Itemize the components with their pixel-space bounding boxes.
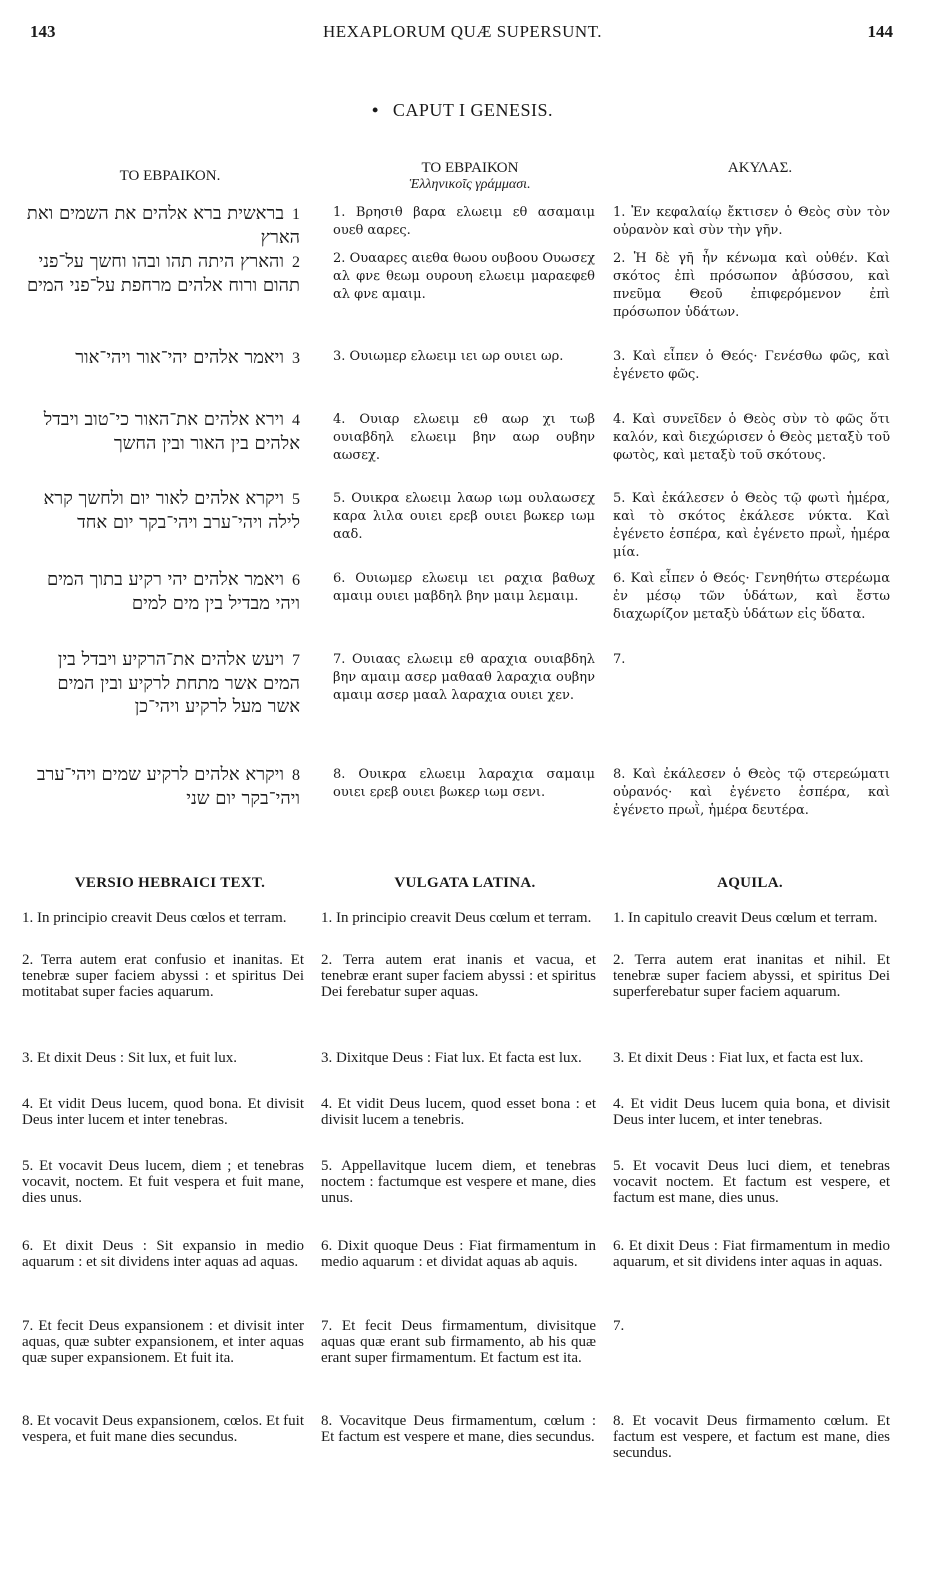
heading-versio: VERSIO HEBRAICI TEXT. [74, 875, 266, 891]
versio-verse: 8. Et vocavit Deus expansionem, cœlos. Et fuit vespera, et fuit mane dies secundus. [22, 1413, 304, 1445]
greek-translit-verse: 8. Ουικρα ελωειμ λαραχια σαμαιμ ουιει ερεβ ουιει βωκερ ιωμ σενι. [333, 767, 595, 800]
hebrew-verse-number: 7 [292, 652, 300, 669]
aquila-greek-verse: 4. Καὶ συνεῖδεν ὁ Θεὸς σὺν τὸ φῶς ὅτι καλόν, καὶ διεχώρισεν ὁ Θεὸς μεταξὺ τοῦ φωτὸς, καὶ μεταξὺ τοῦ σκότους. [613, 412, 890, 463]
vulgata-verse: 5. Appellavitque lucem diem, et tenebras noctem : factumque est vespere et mane, dies unus. [321, 1158, 596, 1206]
greek-translit-verse: 3. Ουιωμερ ελωειμ ιει ωρ ουιει ωρ. [333, 349, 564, 364]
hebrew-verse [20, 202, 300, 249]
hebrew-verse-text: ויקרא אלהים לרקיע שמים ויהי־ערב ויהי־בקר יום שני [36, 764, 300, 809]
aquila-latin-verse: 2. Terra autem erat inanitas et nihil. Et tenebræ super faciem abyssi, et spiritus Dei superferebatur super faciem aquarum. [613, 952, 890, 1000]
heading-vulgata: VULGATA LATINA. [394, 875, 536, 891]
heading-hebraikon [90, 168, 250, 185]
hebrew-verse [20, 408, 300, 455]
versio-verse: 5. Et vocavit Deus lucem, diem ; et tenebras vocavit, noctem. Et fuit vespera et fuit mane, dies unus. [22, 1158, 304, 1206]
greek-translit-verse: 1. Βρησιθ βαρα ελωειμ εθ ασαμαιμ ουεθ ααρες. [333, 205, 595, 238]
heading-aquila: AQUILA. [717, 875, 783, 891]
vulgata-verse: 4. Et vidit Deus lucem, quod esset bona : et divisit lucem a tenebris. [321, 1096, 596, 1128]
vulgata-verse: 3. Dixitque Deus : Fiat lux. Et facta est lux. [321, 1050, 582, 1066]
versio-verse: 3. Et dixit Deus : Sit lux, et fuit lux. [22, 1050, 237, 1066]
versio-verse: 4. Et vidit Deus lucem, quod bona. Et divisit Deus inter lucem et inter tenebras. [22, 1096, 304, 1128]
heading-hebraikon-greek-text: ΤΟ ΕΒΡΑΙΚΟΝ [421, 160, 519, 176]
hebrew-verse-number: 8 [292, 767, 300, 784]
hebrew-verse [20, 346, 300, 370]
aquila-latin-verse: 6. Et dixit Deus : Fiat firmamentum in medio aquarum, et sit dividens inter aquas in aquas. [613, 1238, 890, 1270]
aquila-latin-verse: 4. Et vidit Deus lucem quia bona, et divisit Deus inter lucem, et inter tenebras. [613, 1096, 890, 1128]
hebrew-verse-text: ויאמר אלהים יהי רקיע בתוך המים ויהי מבדיל בין מים למים [46, 569, 300, 614]
hebrew-verse-number: 2 [292, 254, 300, 271]
hebrew-verse-number: 1 [292, 206, 300, 223]
page-number-right: 144 [867, 22, 893, 41]
versio-verse: 1. In principio creavit Deus cœlos et terram. [22, 910, 287, 926]
hebrew-verse [20, 763, 300, 810]
versio-verse: 6. Et dixit Deus : Sit expansio in medio aquarum : et sit dividens inter aquas ad aquas. [22, 1238, 304, 1270]
hebrew-verse [20, 568, 300, 615]
running-title: HEXAPLORUM QUÆ SUPERSUNT. [322, 22, 603, 41]
hebrew-verse-text: בראשית ברא אלהים את השמים ואת הארץ [26, 203, 300, 248]
greek-translit-verse: 4. Ουιαρ ελωειμ εθ αωρ χι τωβ ουιαβδηλ ελωειμ βην αωρ ουβην αωσεχ. [333, 412, 595, 463]
chapter-bullet: • [372, 100, 379, 120]
hebrew-verse [20, 250, 300, 297]
hebrew-verse [20, 648, 300, 718]
heading-akylas-text: ΑΚΥΛΑΣ. [727, 160, 793, 176]
heading-hebraikon-greek [360, 160, 580, 193]
page-header [0, 22, 925, 50]
aquila-latin-verse: 5. Et vocavit Deus luci diem, et tenebras vocavit noctem. Et factum est vespere, et factum est mane, dies unus. [613, 1158, 890, 1206]
hebrew-verse-number: 5 [292, 491, 300, 508]
aquila-greek-verse: 8. Καὶ ἐκάλεσεν ὁ Θεὸς τῷ στερεώματι οὐρανός· καὶ ἐγένετο ἑσπέρα, καὶ ἐγένετο πρωῒ, ἡμέρα δευτέρα. [613, 767, 890, 818]
aquila-greek-verse: 1. Ἐν κεφαλαίῳ ἔκτισεν ὁ Θεὸς σὺν τὸν οὐρανὸν καὶ σὺν τὴν γῆν. [613, 205, 890, 238]
aquila-latin-verse: 3. Et dixit Deus : Fiat lux, et facta est lux. [613, 1050, 864, 1066]
vulgata-verse: 1. In principio creavit Deus cœlum et terram. [321, 910, 592, 926]
aquila-latin-verse: 8. Et vocavit Deus firmamento cœlum. Et factum est vespere, et factum est mane, dies secundus. [613, 1413, 890, 1461]
chapter-title [0, 100, 925, 121]
vulgata-verse: 8. Vocavitque Deus firmamentum, cœlum : Et factum est vespere et mane, dies secundus. [321, 1413, 596, 1445]
vulgata-verse: 2. Terra autem erat inanis et vacua, et tenebræ erant super faciem abyssi : et spiritus Dei ferebatur super aquas. [321, 952, 596, 1000]
hebrew-verse-number: 3 [292, 350, 300, 367]
aquila-latin-verse: 1. In capitulo creavit Deus cœlum et terram. [613, 910, 878, 926]
heading-hebraikon-text: ΤΟ ΕΒΡΑΙΚΟΝ. [119, 168, 221, 184]
aquila-greek-verse: 2. Ἡ δὲ γῆ ἦν κένωμα καὶ οὐθέν. Καὶ σκότος ἐπὶ πρόσωπον ἀβύσσου, καὶ πνεῦμα Θεοῦ ἐπιφερόμενον ἐπὶ πρόσωπον ὑδάτων. [613, 251, 890, 320]
hebrew-verse-number: 4 [292, 412, 300, 429]
vulgata-verse: 6. Dixit quoque Deus : Fiat firmamentum in medio aquarum : et dividat aquas ab aquis. [321, 1238, 596, 1270]
hebrew-verse [20, 487, 300, 534]
hebrew-verse-text: ויקרא אלהים לאור יום ולחשך קרא לילה ויהי־ערב ויהי־בקר יום אחד [43, 488, 300, 533]
hebrew-verse-text: והארץ היתה תהו ובהו וחשך על־פני תהום ורוח אלהים מרחפת על־פני המים [26, 251, 300, 296]
heading-akylas [690, 160, 830, 177]
aquila-greek-verse: 3. Καὶ εἶπεν ὁ Θεός· Γενέσθω φῶς, καὶ ἐγένετο φῶς. [613, 349, 890, 382]
aquila-greek-verse: 5. Καὶ ἐκάλεσεν ὁ Θεὸς τῷ φωτὶ ἡμέρα, καὶ τὸ σκότος ἐκάλεσε νύκτα. Καὶ ἐγένετο ἑσπέρα, καὶ ἐγένετο πρωῒ, ἡμέρα μία. [613, 491, 890, 560]
vulgata-verse: 7. Et fecit Deus firmamentum, divisitque aquas quæ erant sub firmamento, ab his quæ erant super firmamentum. Et factum est ita. [321, 1318, 596, 1366]
aquila-greek-verse: 6. Καὶ εἶπεν ὁ Θεός· Γενηθήτω στερέωμα ἐν μέσῳ τῶν ὑδάτων, καὶ ἔστω διαχωρίζον μεταξὺ ὑδάτων εἰς ὕδατα. [613, 571, 890, 622]
heading-hebraikon-greek-subtitle: Ἑλληνικοῖς γράμμασι. [409, 177, 531, 192]
aquila-greek-verse: 7. [613, 652, 626, 667]
hebrew-verse-number: 6 [292, 572, 300, 589]
greek-translit-verse: 6. Ουιωμερ ελωειμ ιει ραχια βαθωχ αμαιμ ουιει μαβδηλ βην μαιμ λεμαιμ. [333, 571, 595, 604]
versio-verse: 7. Et fecit Deus expansionem : et divisit inter aquas, quæ subter expansionem, et inter aquas quæ super expansionem. Et fuit ita. [22, 1318, 304, 1366]
versio-verse: 2. Terra autem erat confusio et inanitas. Et tenebræ super faciem abyssi : et spiritus Dei motitabat super facies aquarum. [22, 952, 304, 1000]
chapter-title-text: CAPUT I GENESIS. [392, 100, 553, 120]
greek-translit-verse: 5. Ουικρα ελωειμ λαωρ ιωμ ουλαωσεχ καρα λιλα ουιει ερεβ ουιει βωκερ ιωμ ααδ. [333, 491, 595, 542]
page-number-left: 143 [30, 22, 56, 41]
hebrew-verse-text: ויעש אלהים את־הרקיע ויבדל בין המים אשר מתחת לרקיע ובין המים אשר מעל לרקיע ויהי־כן [57, 649, 300, 717]
hebrew-verse-text: ויאמר אלהים יהי־אור ויהי־אור [75, 347, 284, 368]
aquila-latin-verse: 7. [613, 1318, 625, 1334]
greek-translit-verse: 7. Ουιαας ελωειμ εθ αραχια ουιαβδηλ βην αμαιμ ασερ μαθααθ λαραχια ουβην αμαιμ ασερ μααλ λαραχια ουιει χεν. [333, 652, 595, 703]
hebrew-verse-text: וירא אלהים את־האור כי־טוב ויבדל אלהים בין האור ובין החשך [43, 409, 300, 454]
greek-translit-verse: 2. Ουααρες αιεθα θωου ουβοου Ουωσεχ αλ φνε θεωμ ουρουη ελωειμ μαραεφεθ αλ φνε αμαιμ. [333, 251, 595, 302]
